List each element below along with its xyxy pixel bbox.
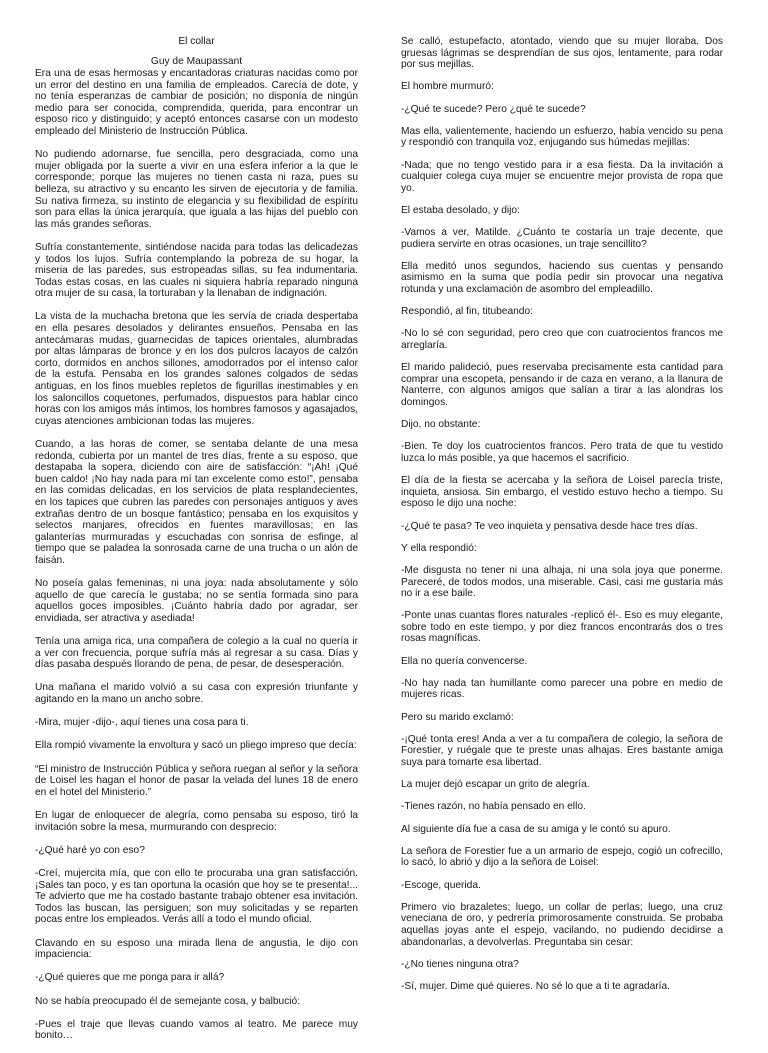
- document-title: El collar: [178, 36, 215, 47]
- paragraph: Mas ella, valientemente, haciendo un esfuerzo, había vencido su pena y respondió con tranquila voz, enjugando sus húmedas mejillas:: [401, 125, 723, 149]
- paragraph: -No lo sé con seguridad, pero creo que con cuatrocientos francos me arreglaría.: [401, 328, 723, 352]
- paragraph: -¿Qué quieres que me ponga para ir allá?: [35, 972, 225, 984]
- paragraph: El estaba desolado, y dijo:: [401, 204, 520, 216]
- paragraph: Al siguiente día fue a casa de su amiga y le contó su apuro.: [401, 823, 671, 835]
- paragraph: Respondió, al fin, titubeando:: [401, 306, 533, 318]
- paragraph: Era una de esas hermosas y encantadoras criaturas nacidas como por un error del destino en una familia de empleados. Carecía de dote, y no tenía esperanzas de cambiar de posición; no disponía de ningún medio para ser conocida, comprendida, querida, para encontrar un esposo rico y distinguido; y aceptó entonces casarse con un modesto empleado del Ministerio de Instrucción Pública.: [35, 68, 358, 137]
- paragraph: El hombre murmuró:: [401, 81, 494, 93]
- paragraph: -¡Qué tonta eres! Anda a ver a tu compañera de colegio, la señora de Forestier, y ruégale que te preste unas alhajas. Eres bastante amiga suya para tomarte esa libertad.: [401, 733, 723, 768]
- right-column-body: [401, 36, 723, 992]
- paragraph: -¿Qué haré yo con eso?: [35, 844, 145, 856]
- paragraph: Una mañana el marido volvió a su casa con expresión triunfante y agitando en la mano un ancho sobre.: [35, 682, 358, 706]
- paragraph: -Me disgusta no tener ni una alhaja, ni una sola joya que ponerme. Pareceré, de todos modos, una miserable. Casi, casi me gustaría más no ir a ese baile.: [401, 564, 723, 600]
- paragraph: -Sí, mujer. Dime qué quieres. No sé lo que a ti te agradaría.: [401, 980, 670, 992]
- paragraph: -Nada; que no tengo vestido para ir a esa fiesta. Da la invitación a cualquier colega cuya mujer se encuentre mejor provista de ropa que yo.: [401, 159, 723, 194]
- paragraph: Ella rompió vivamente la envoltura y sacó un pliego impreso que decía:: [35, 740, 357, 752]
- paragraph: -Pues el traje que llevas cuando vamos al teatro. Me parece muy bonito…: [35, 1018, 358, 1042]
- paragraph: -Vamos a ver, Matilde. ¿Cuánto te costaría un traje decente, que pudiera servirte en otras ocasiones, un traje sencillito?: [401, 227, 723, 250]
- paragraph: -¿Qué te sucede? Pero ¿qué te sucede?: [401, 103, 586, 115]
- paragraph: -Escoge, querida.: [401, 879, 481, 891]
- paragraph: -Creí, mujercita mía, que con ello te procuraba una gran satisfacción. ¡Sales tan poco, y es tan oportuna la ocasión que hoy se te presenta!... Te advierto que me ha costado bastante trabajo obtener esa invitación. Todos las buscan, las persiguen; son muy solicitadas y se reparten pocas entre los empleados. Verás allí a todo el mundo oficial.: [35, 867, 358, 926]
- paragraph: En lugar de enloquecer de alegría, como pensaba su esposo, tiró la invitación sobre la mesa, murmurando con desprecio:: [35, 810, 358, 833]
- document-author: Guy de Maupassant: [150, 56, 243, 67]
- paragraph: No pudiendo adornarse, fue sencilla, pero desgraciada, como una mujer obligada por la suerte a vivir en una esfera inferior a la que le corresponde; porque las mujeres no tienen casta ni raza, pues su belleza, su atractivo y su encanto les sirven de ejecutoria y de familia. Su nativa firmeza, su instinto de elegancia y su flexibilidad de espíritu son para ellas la única jerarquía, que iguala a las hijas del pueblo con las más grandes señoras.: [35, 149, 358, 230]
- paragraph: El día de la fiesta se acercaba y la señora de Loisel parecía triste, inquieta, ansiosa. Sin embargo, el vestido estuvo hecho a tiempo. Su esposo le dijo una noche:: [401, 475, 723, 510]
- paragraph: Clavando en su esposo una mirada llena de angustia, le dijo con impaciencia:: [35, 937, 358, 961]
- paragraph: Ella meditó unos segundos, haciendo sus cuentas y pensando asimismo en la suma que podía pedir sin provocar una negativa rotunda y una exclamación de asombro del empleadillo.: [401, 260, 723, 296]
- paragraph: “El ministro de Instrucción Pública y señora ruegan al señor y la señora de Loisel les hagan el honor de pasar la velada del lunes 18 de enero en el hotel del Ministerio.”: [35, 763, 358, 798]
- paragraph: El marido palideció, pues reservaba precisamente esta cantidad para comprar una escopeta, pensando ir de caza en verano, a la llanura de Nanterre, con algunos amigos que salían a tirar a las alondras los domingos.: [401, 362, 723, 408]
- paragraph: Pero su marido exclamó:: [401, 711, 514, 723]
- paragraph: -Tienes razón, no había pensado en ello.: [401, 801, 586, 813]
- paragraph: La vista de la muchacha bretona que les servía de criada despertaba en ella pesares desolados y delirantes ensueños. Pensaba en las antecámaras mudas, guarnecidas de tapices orientales, alumbradas por altas lámparas de bronce y en los dos pulcros lacayos de calzón corto, dormidos en anchos sillones, amodorrados por el intenso calor de la estufa. Pensaba en los grandes salones colgados de sedas antiguas, en los finos muebles repletos de figurillas inestimables y en los saloncillos coquetones, perfumados, dispuestos para hablar cinco horas con los amigos más íntimos, los hombres famosos y agasajados, cuyas atenciones ambicionan todas las mujeres.: [35, 311, 358, 427]
- paragraph: -¿No tienes ninguna otra?: [401, 958, 519, 970]
- paragraph: Tenía una amiga rica, una compañera de colegio a la cual no quería ir a ver con frecuencia, porque sufría más al regresar a su casa. Días y días pasaba después llorando de pena, de pesar, de desesperación.: [35, 636, 358, 671]
- paragraph: -Ponte unas cuantas flores naturales -replicó él-. Eso es muy elegante, sobre todo en este tiempo, y por diez francos encontrarás dos o tres rosas magníficas.: [401, 610, 723, 645]
- paragraph: Primero vio brazaletes; luego, un collar de perlas; luego, una cruz veneciana de oro, y pedrería primorosamente construida. Se probaba aquellas joyas ante el espejo, vacilando, no pudiendo decidirse a abandonarlas, a devolverlas. Preguntaba sin cesar:: [401, 901, 723, 948]
- paragraph: Ella no quería convencerse.: [401, 655, 528, 667]
- paragraph: -¿Qué te pasa? Te veo inquieta y pensativa desde hace tres días.: [401, 520, 698, 532]
- paragraph: Y ella respondió:: [401, 542, 477, 554]
- right-column: [401, 36, 723, 1003]
- paragraph: No poseía galas femeninas, ni una joya: nada absolutamente y sólo aquello de que carecía le gustaba; no se sentía formada sino para aquellos goces imposibles. ¡Cuánto habría dado por agradar, ser envidiada, ser atractiva y asediada!: [35, 578, 358, 624]
- paragraph: Cuando, a las horas de comer, se sentaba delante de una mesa redonda, cubierta por un mantel de tres días, frente a su esposo, que destapaba la sopera, diciendo con aire de satisfacción: “¡Ah! ¡Qué buen caldo! ¡No hay nada para mí tan excelente como esto!”, pensaba en las comidas delicadas, en los servicios de plata resplandecientes, en los tapices que cubren las paredes con personajes antiguos y aves extrañas dentro de un bosque fantástico; pensaba en los exquisitos y selectos manjares, ofrecidos en fuentes maravillosas; en las galanterías murmuradas y escuchadas con sonrisa de esfinge, al tiempo que se paladea la sonrosada carne de una trucha o un alón de faisán.: [35, 439, 358, 566]
- paragraph: Sufría constantemente, sintiéndose nacida para todas las delicadezas y todos los lujos. Sufría contemplando la pobreza de su hogar, la miseria de las paredes, sus estropeadas sillas, su fea indumentaria. Todas estas cosas, en las cuales ni siquiera habría reparado ninguna otra mujer de su casa, la torturaban y la llenaban de indignación.: [35, 241, 358, 300]
- left-column: [35, 36, 358, 1053]
- left-column-body: [35, 68, 358, 1042]
- paragraph: -Bien. Te doy los cuatrocientos francos. Pero trata de que tu vestido luzca lo más posible, ya que hacemos el sacrificio.: [401, 441, 723, 464]
- paragraph: La mujer dejó escapar un grito de alegría.: [401, 779, 590, 791]
- paragraph: Se calló, estupefacto, atontado, viendo que su mujer lloraba. Dos gruesas lágrimas se desprendían de sus ojos, lentamente, para rodar por sus mejillas.: [401, 36, 723, 71]
- paragraph: No se había preocupado él de semejante cosa, y balbució:: [35, 995, 301, 1007]
- paragraph: Dijo, no obstante:: [401, 419, 481, 431]
- paragraph: -Mira, mujer -dijo-, aquí tienes una cosa para ti.: [35, 717, 249, 729]
- paragraph: La señora de Forestier fue a un armario de espejo, cogió un cofrecillo, lo sacó, lo abrió y dijo a la señora de Loisel:: [401, 845, 723, 869]
- paragraph: -No hay nada tan humillante como parecer una pobre en medio de mujeres ricas.: [401, 677, 723, 701]
